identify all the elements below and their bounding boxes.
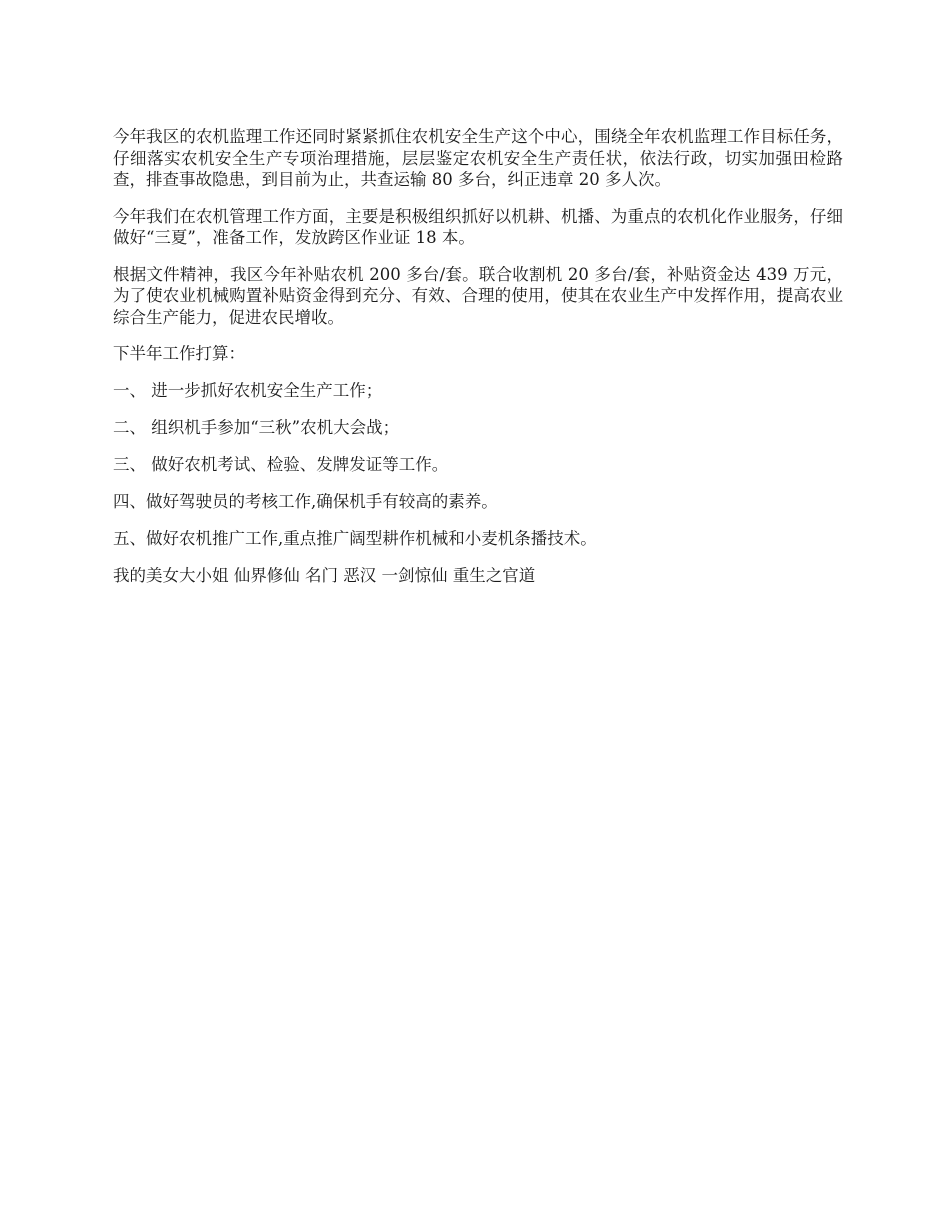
paragraph-safety: 今年我区的农机监理工作还同时紧紧抓住农机安全生产这个中心，围绕全年农机监理工作目标任务，仔细落实农机安全生产专项治理措施，层层鉴定农机安全生产责任状，依法行政，切实加强田检路查，排查事故隐患，到目前为止，共查运输 80 多台，纠正违章 20 多人次。	[113, 127, 843, 189]
plan-item-2: 二、 组织机手参加“三秋”农机大会战；	[113, 418, 400, 437]
paragraph-subsidy: 根据文件精神，我区今年补贴农机 200 多台/套。联合收割机 20 多台/套，补贴资金达 439 万元，为了使农业机械购置补贴资金得到充分、有效、合理的使用，使其在农业生产中发挥作用，提高农业综合生产能力，促进农民增收。	[113, 264, 843, 327]
plan-item-1: 一、 进一步抓好农机安全生产工作；	[113, 381, 383, 400]
plan-item-5: 五、做好农机推广工作,重点推广阔型耕作机械和小麦机条播技术。	[113, 529, 597, 548]
footer-line: 我的美女大小姐 仙界修仙 名门 恶汉 一剑惊仙 重生之官道	[113, 566, 536, 585]
plan-item-4: 四、做好驾驶员的考核工作,确保机手有较高的素养。	[113, 492, 498, 511]
plan-heading: 下半年工作打算：	[113, 344, 245, 363]
plan-item-3: 三、 做好农机考试、检验、发牌发证等工作。	[113, 455, 449, 474]
document-body	[113, 126, 843, 602]
paragraph-management: 今年我们在农机管理工作方面，主要是积极组织抓好以机耕、机播、为重点的农机化作业服务，仔细做好“三夏”，准备工作，发放跨区作业证 18 本。	[113, 206, 843, 247]
